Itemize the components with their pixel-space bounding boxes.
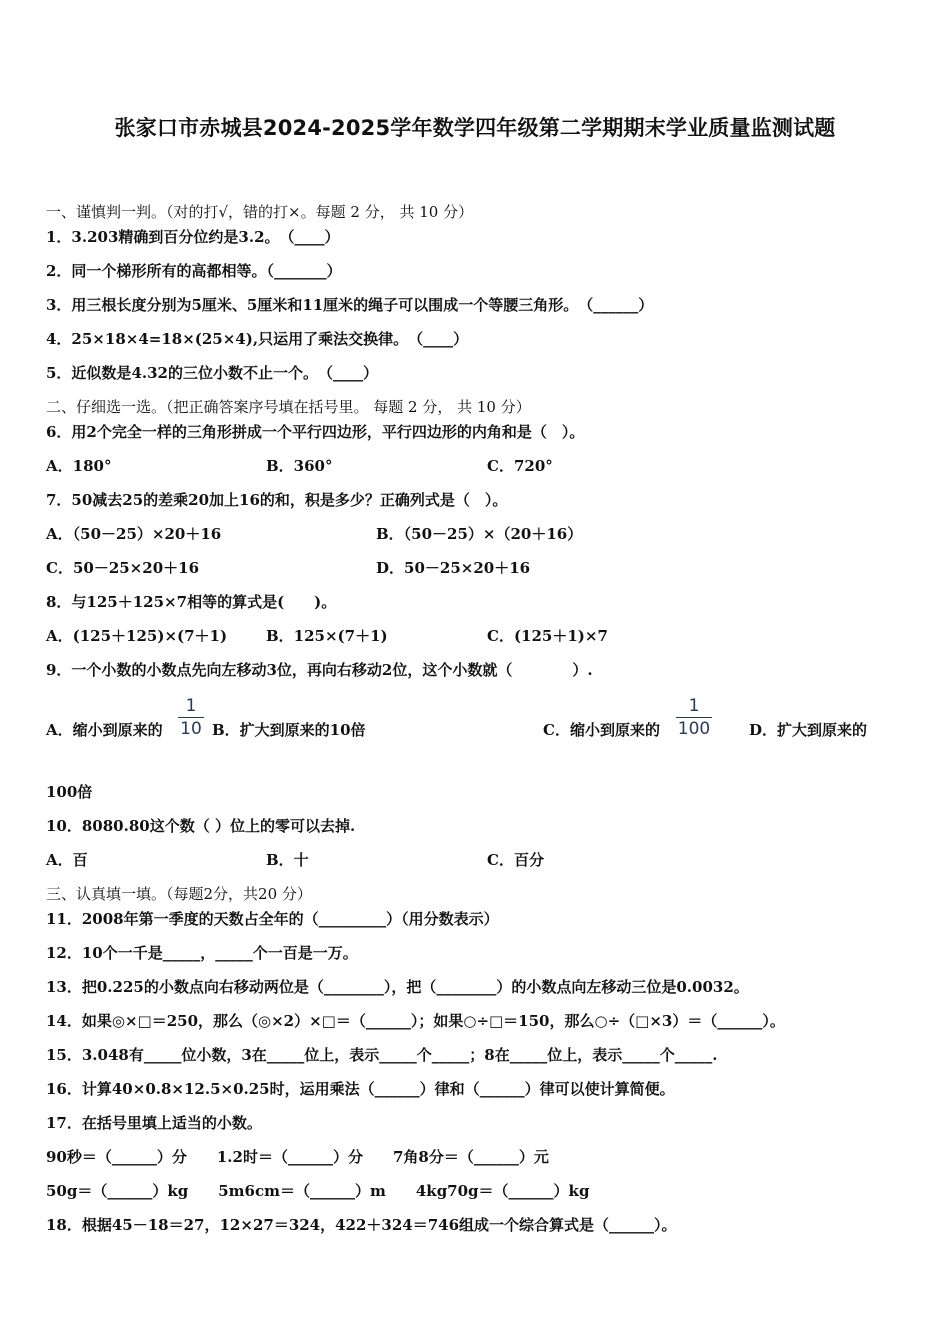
question-14: 14．如果◎×□＝250，那么（◎×2）×□＝（______）；如果○÷□＝150，那么○÷（□×3）＝（______）。: [46, 1012, 785, 1030]
question-5: 5．近似数是4.32的三位小数不止一个。 （____）: [46, 364, 378, 382]
question-13: 13．把0.225的小数点向右移动两位是（________），把（________）的小数点向左移动三位是0.0032。: [46, 978, 749, 996]
question-18: 18．根据45－18＝27，12×27＝324，422＋324＝746组成一个综合算式是（______）。: [46, 1216, 677, 1234]
question-1: 1．3.203精确到百分位约是3.2。 （____）: [46, 228, 340, 246]
question-12: 12．10个一千是_____，_____个一百是一万。: [46, 944, 358, 962]
question-6: 6．用2个完全一样的三角形拼成一个平行四边形，平行四边形的内角和是（ ）。: [46, 423, 585, 441]
question-15: 15．3.048有_____位小数，3在_____位上，表示_____个_____；8在_____位上，表示_____个_____.: [46, 1046, 718, 1064]
q7-option-b: B．（50－25）×（20＋16）: [376, 525, 583, 543]
q7-option-c: C．50－25×20＋16: [46, 559, 200, 577]
question-16: 16．计算40×0.8×12.5×0.25时，运用乘法（______）律和（______）律可以使计算简便。: [46, 1080, 675, 1098]
fraction-numerator: 1: [688, 696, 700, 716]
q8-option-a: A．(125＋125)×(7＋1): [46, 627, 228, 645]
section-1-heading: 一、谨慎判一判。（对的打√，错的打×。每题 2 分， 共 10 分）: [46, 203, 474, 221]
q9-option-b: B．扩大到原来的10倍: [212, 721, 366, 739]
q8-option-b: B．125×(7＋1): [266, 627, 388, 645]
question-9: 9．一个小数的小数点先向左移动3位，再向右移动2位，这个小数就（ ）.: [46, 661, 593, 679]
q10-option-a: A．百: [46, 851, 88, 869]
fraction-bar: [676, 717, 712, 718]
question-17: 17．在括号里填上适当的小数。: [46, 1114, 262, 1132]
question-4: 4．25×18×4=18×(25×4),只运用了乘法交换律。 （____）: [46, 330, 469, 348]
q9-option-d: D．扩大到原来的: [749, 721, 868, 739]
question-17-row-1: 90秒＝（______）分 1.2时＝（______）分 7角8分＝（______）元: [46, 1148, 549, 1166]
q9-option-a-fraction: [178, 696, 204, 739]
question-7: 7．50减去25的差乘20加上16的和，积是多少？正确列式是（ ）。: [46, 491, 508, 509]
question-3: 3．用三根长度分别为5厘米、5厘米和11厘米的绳子可以围成一个等腰三角形。 （______）: [46, 296, 654, 314]
q8-option-c: C．(125＋1)×7: [487, 627, 608, 645]
question-8: 8．与125＋125×7相等的算式是( )。: [46, 593, 337, 611]
q9-option-c: C．缩小到原来的: [543, 721, 660, 739]
fraction-denominator: 10: [180, 719, 202, 739]
fraction-numerator: 1: [185, 696, 197, 716]
q6-option-c: C．720°: [487, 457, 553, 475]
question-10: 10．8080.80这个数（ ）位上的零可以去掉.: [46, 817, 356, 835]
q10-option-b: B．十: [266, 851, 309, 869]
q7-option-a: A．（50－25）×20＋16: [46, 525, 222, 543]
q9-option-d-continued: 100倍: [46, 783, 93, 801]
q9-option-a: A．缩小到原来的: [46, 721, 163, 739]
question-17-row-2: 50g＝（______）kg 5m6cm＝（______）m 4kg70g＝（______）kg: [46, 1182, 590, 1200]
q6-option-a: A．180°: [46, 457, 112, 475]
fraction-denominator: 100: [677, 719, 711, 739]
q10-option-c: C．百分: [487, 851, 544, 869]
question-2: 2．同一个梯形所有的高都相等。（_______）: [46, 262, 342, 280]
q7-option-d: D．50－25×20＋16: [376, 559, 531, 577]
fraction-bar: [178, 717, 204, 718]
page-title: 张家口市赤城县2024-2025学年数学四年级第二学期期末学业质量监测试题: [114, 116, 836, 140]
section-2-heading: 二、仔细选一选。（把正确答案序号填在括号里。 每题 2 分， 共 10 分）: [46, 398, 531, 416]
q6-option-b: B．360°: [266, 457, 333, 475]
q9-option-c-fraction: [676, 696, 712, 739]
section-3-heading: 三、认真填一填。（每题2分，共20 分）: [46, 885, 312, 903]
question-11: 11．2008年第一季度的天数占全年的（_________）（用分数表示）: [46, 910, 499, 928]
